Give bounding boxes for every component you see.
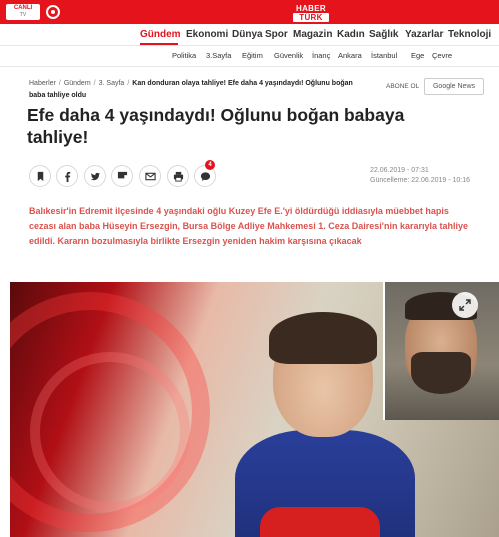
expand-image-button[interactable] <box>452 292 478 318</box>
expand-icon <box>459 299 471 311</box>
subnav-item-egitim[interactable]: Eğitim <box>242 51 263 60</box>
photo-toy <box>260 507 380 537</box>
facebook-icon <box>62 171 73 182</box>
updated-date: Güncelleme: 22.06.2019 - 10:16 <box>370 177 471 184</box>
subnav-item-politika[interactable]: Politika <box>172 51 197 60</box>
active-nav-indicator <box>140 43 178 45</box>
breadcrumb-item[interactable]: 3. Sayfa <box>98 80 125 87</box>
nav-item-spor[interactable]: Spor <box>265 29 288 40</box>
print-button[interactable] <box>167 165 189 187</box>
published-date: 22.06.2019 - 07:31 <box>370 167 429 174</box>
decorative-swirl <box>30 352 190 512</box>
nav-item-dunya[interactable]: Dünya <box>232 29 263 40</box>
inset-photo <box>383 282 499 420</box>
twitter-share-button[interactable] <box>84 165 106 187</box>
breadcrumb-item[interactable]: Gündem <box>63 80 91 87</box>
mail-icon <box>145 171 156 182</box>
live-tv-button[interactable] <box>6 4 40 20</box>
subnav-item-cevre[interactable]: Çevre <box>432 51 453 60</box>
live-broadcast-icon[interactable] <box>46 5 60 19</box>
subnav-item-ankara[interactable]: Ankara <box>338 51 362 60</box>
nav-item-teknoloji[interactable]: Teknoloji <box>448 29 492 40</box>
top-bar <box>0 0 499 24</box>
subnav-divider <box>0 66 499 67</box>
subnav-item-inanc[interactable]: İnanç <box>312 51 331 60</box>
nav-item-magazin[interactable]: Magazin <box>293 29 333 40</box>
live-label: CANLI <box>13 5 33 11</box>
article-lead: Balıkesir'in Edremit ilçesinde 4 yaşındaki oğlu Kuzey Efe E.'yi öldürdüğü iddiasıyla müebbet hapis cezası alan baba Hüseyin Ersezgin, Bursa Bölge Adliye Mahkemesi 1. Ceza Dairesi'nin kararıyla tahliye edildi. Kararın bozulmasıyla birlikte Ersezgin yeniden hakim karşısına çıkacak <box>29 206 468 246</box>
mail-share-button[interactable] <box>139 165 161 187</box>
facebook-share-button[interactable] <box>56 165 78 187</box>
nav-item-yazarlar[interactable]: Yazarlar <box>405 29 444 40</box>
nav-divider <box>0 45 499 46</box>
brand-line-1: HABER <box>296 4 326 13</box>
photo-child-hair <box>269 312 377 364</box>
live-sub-label: TV <box>19 12 27 18</box>
comment-count-badge: 4 <box>205 160 215 170</box>
main-nav <box>0 24 499 46</box>
flipboard-share-button[interactable] <box>111 165 133 187</box>
breadcrumb-item[interactable]: Haberler <box>29 80 56 87</box>
twitter-icon <box>90 171 101 182</box>
flipboard-icon <box>117 171 128 182</box>
subnav-item-istanbul[interactable]: İstanbul <box>371 51 398 60</box>
photo-man-beard <box>411 352 471 394</box>
nav-item-saglik[interactable]: Sağlık <box>369 29 399 40</box>
article-hero-image[interactable] <box>10 282 499 537</box>
nav-item-ekonomi[interactable]: Ekonomi <box>186 29 229 40</box>
bookmark-icon <box>35 171 46 182</box>
breadcrumb-current: Kan donduran olaya tahliye! Efe daha 4 yaşındaydı! Oğlunu boğan baba tahliye oldu <box>29 80 353 99</box>
brand-line-2: TÜRK <box>293 13 329 22</box>
site-logo[interactable] <box>289 4 333 24</box>
bookmark-button[interactable] <box>29 165 51 187</box>
print-icon <box>173 171 184 182</box>
nav-item-gundem[interactable]: Gündem <box>140 29 181 40</box>
subnav-item-3sayfa[interactable]: 3.Sayfa <box>206 51 232 60</box>
subnav-item-ege[interactable]: Ege <box>411 51 425 60</box>
comment-icon <box>200 171 211 182</box>
subnav-item-guvenlik[interactable]: Güvenlik <box>274 51 304 60</box>
subscribe-label: ABONE OL <box>386 83 420 90</box>
google-news-button[interactable]: Google News <box>424 78 484 95</box>
article-headline: Efe daha 4 yaşındaydı! Oğlunu boğan babaya tahliye! <box>27 105 405 147</box>
nav-item-kadin[interactable]: Kadın <box>337 29 365 40</box>
breadcrumb: Haberler / Gündem / 3. Sayfa / Kan donduran olaya tahliye! Efe daha 4 yaşındaydı! Oğlunu boğan baba tahliye oldu <box>29 80 353 99</box>
